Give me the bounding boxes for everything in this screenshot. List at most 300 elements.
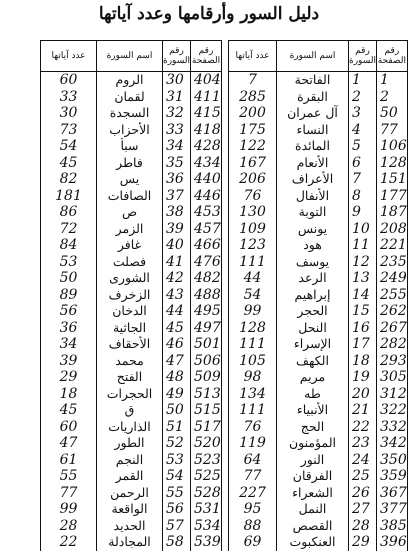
page-number-cell: 377 bbox=[377, 501, 408, 518]
ayat-cell: 45 bbox=[41, 402, 97, 419]
surah-name-cell: الحجر bbox=[277, 303, 349, 320]
ayat-cell: 227 bbox=[229, 485, 277, 502]
page-number-cell: 428 bbox=[191, 138, 222, 155]
surah-number-cell: 56 bbox=[163, 501, 191, 518]
surah-name-cell: الأعراف bbox=[277, 171, 349, 188]
table-header bbox=[41, 41, 222, 72]
table-row bbox=[229, 320, 408, 337]
surah-number-cell: 8 bbox=[349, 188, 377, 205]
ayat-cell: 95 bbox=[229, 501, 277, 518]
surah-number-cell: 28 bbox=[349, 518, 377, 535]
surah-name-cell: الواقعة bbox=[97, 501, 163, 518]
surah-name-cell: الحديد bbox=[97, 518, 163, 535]
surah-number-cell: 51 bbox=[163, 419, 191, 436]
page-number-cell: 506 bbox=[191, 353, 222, 370]
header-surah-name: اسم السورة bbox=[277, 41, 349, 72]
header-ayat: عدد آياتها bbox=[229, 41, 277, 72]
page-number-cell: 539 bbox=[191, 534, 222, 551]
surah-number-cell: 49 bbox=[163, 386, 191, 403]
table-row bbox=[229, 386, 408, 403]
header-page-number: رقم الصفحة bbox=[377, 41, 408, 72]
table-row bbox=[41, 89, 222, 106]
page-number-cell: 2 bbox=[377, 89, 408, 106]
table-row bbox=[229, 369, 408, 386]
surah-number-cell: 54 bbox=[163, 468, 191, 485]
surah-number-cell: 24 bbox=[349, 452, 377, 469]
surah-name-cell: غافر bbox=[97, 237, 163, 254]
surah-number-cell: 53 bbox=[163, 452, 191, 469]
table-header bbox=[229, 41, 408, 72]
surah-number-cell: 26 bbox=[349, 485, 377, 502]
page-number-cell: 128 bbox=[377, 155, 408, 172]
surah-name-cell: فاطر bbox=[97, 155, 163, 172]
ayat-cell: 28 bbox=[41, 518, 97, 535]
ayat-cell: 200 bbox=[229, 105, 277, 122]
surah-name-cell: القصص bbox=[277, 518, 349, 535]
surah-number-cell: 45 bbox=[163, 320, 191, 337]
surah-name-cell: الأحزاب bbox=[97, 122, 163, 139]
surah-name-cell: النجم bbox=[97, 452, 163, 469]
surah-number-cell: 41 bbox=[163, 254, 191, 271]
header-ayat: عدد آياتها bbox=[41, 41, 97, 72]
surah-name-cell: النمل bbox=[277, 501, 349, 518]
surah-number-cell: 50 bbox=[163, 402, 191, 419]
ayat-cell: 30 bbox=[41, 105, 97, 122]
surah-number-cell: 34 bbox=[163, 138, 191, 155]
ayat-cell: 119 bbox=[229, 435, 277, 452]
surah-number-cell: 36 bbox=[163, 171, 191, 188]
page-number-cell: 77 bbox=[377, 122, 408, 139]
table-row bbox=[229, 89, 408, 106]
ayat-cell: 175 bbox=[229, 122, 277, 139]
page-number-cell: 322 bbox=[377, 402, 408, 419]
surah-number-cell: 35 bbox=[163, 155, 191, 172]
ayat-cell: 84 bbox=[41, 237, 97, 254]
surah-number-cell: 7 bbox=[349, 171, 377, 188]
surah-number-cell: 4 bbox=[349, 122, 377, 139]
surah-number-cell: 57 bbox=[163, 518, 191, 535]
surah-name-cell: المؤمنون bbox=[277, 435, 349, 452]
page-number-cell: 255 bbox=[377, 287, 408, 304]
page-number-cell: 520 bbox=[191, 435, 222, 452]
page-number-cell: 50 bbox=[377, 105, 408, 122]
surah-number-cell: 55 bbox=[163, 485, 191, 502]
table-row bbox=[41, 254, 222, 271]
surah-number-cell: 18 bbox=[349, 353, 377, 370]
ayat-cell: 56 bbox=[41, 303, 97, 320]
surah-name-cell: يس bbox=[97, 171, 163, 188]
surah-number-cell: 20 bbox=[349, 386, 377, 403]
table-row bbox=[41, 518, 222, 535]
table-body bbox=[41, 72, 222, 551]
page-number-cell: 221 bbox=[377, 237, 408, 254]
surah-number-cell: 43 bbox=[163, 287, 191, 304]
table-row bbox=[41, 155, 222, 172]
surah-name-cell: السجدة bbox=[97, 105, 163, 122]
surah-name-cell: الرحمن bbox=[97, 485, 163, 502]
table-row bbox=[41, 353, 222, 370]
ayat-cell: 39 bbox=[41, 353, 97, 370]
surah-name-cell: الأنعام bbox=[277, 155, 349, 172]
surah-name-cell: طه bbox=[277, 386, 349, 403]
surah-table-left bbox=[40, 40, 222, 551]
ayat-cell: 181 bbox=[41, 188, 97, 205]
surah-number-cell: 37 bbox=[163, 188, 191, 205]
page-number-cell: 528 bbox=[191, 485, 222, 502]
page-number-cell: 411 bbox=[191, 89, 222, 106]
table-row bbox=[41, 287, 222, 304]
page-number-cell: 359 bbox=[377, 468, 408, 485]
surah-number-cell: 2 bbox=[349, 89, 377, 106]
surah-number-cell: 52 bbox=[163, 435, 191, 452]
page-number-cell: 513 bbox=[191, 386, 222, 403]
surah-number-cell: 17 bbox=[349, 336, 377, 353]
ayat-cell: 54 bbox=[229, 287, 277, 304]
surah-name-cell: ص bbox=[97, 204, 163, 221]
surah-number-cell: 19 bbox=[349, 369, 377, 386]
table-row bbox=[229, 138, 408, 155]
surah-name-cell: الأحقاف bbox=[97, 336, 163, 353]
page-number-cell: 305 bbox=[377, 369, 408, 386]
surah-name-cell: فصلت bbox=[97, 254, 163, 271]
ayat-cell: 167 bbox=[229, 155, 277, 172]
page-number-cell: 367 bbox=[377, 485, 408, 502]
ayat-cell: 77 bbox=[229, 468, 277, 485]
ayat-cell: 33 bbox=[41, 89, 97, 106]
surah-number-cell: 11 bbox=[349, 237, 377, 254]
table-row bbox=[229, 534, 408, 551]
surah-name-cell: العنكبوت bbox=[277, 534, 349, 551]
ayat-cell: 64 bbox=[229, 452, 277, 469]
page-number-cell: 332 bbox=[377, 419, 408, 436]
page-number-cell: 523 bbox=[191, 452, 222, 469]
page-number-cell: 249 bbox=[377, 270, 408, 287]
page-number-cell: 235 bbox=[377, 254, 408, 271]
table-row bbox=[41, 303, 222, 320]
ayat-cell: 105 bbox=[229, 353, 277, 370]
ayat-cell: 206 bbox=[229, 171, 277, 188]
ayat-cell: 47 bbox=[41, 435, 97, 452]
page-title: دليل السور وأرقامها وعدد آياتها bbox=[98, 4, 320, 24]
surah-number-cell: 23 bbox=[349, 435, 377, 452]
page-number-cell: 531 bbox=[191, 501, 222, 518]
table-row bbox=[229, 254, 408, 271]
surah-number-cell: 21 bbox=[349, 402, 377, 419]
surah-name-cell: الشعراء bbox=[277, 485, 349, 502]
table-row bbox=[229, 72, 408, 89]
surah-name-cell: الروم bbox=[97, 72, 163, 89]
surah-name-cell: النحل bbox=[277, 320, 349, 337]
ayat-cell: 111 bbox=[229, 336, 277, 353]
surah-name-cell: محمد bbox=[97, 353, 163, 370]
table-row bbox=[229, 270, 408, 287]
surah-name-cell: الأنفال bbox=[277, 188, 349, 205]
table-row bbox=[41, 204, 222, 221]
table-row bbox=[41, 221, 222, 238]
ayat-cell: 69 bbox=[229, 534, 277, 551]
ayat-cell: 77 bbox=[41, 485, 97, 502]
surah-name-cell: لقمان bbox=[97, 89, 163, 106]
ayat-cell: 54 bbox=[41, 138, 97, 155]
surah-name-cell: الحجرات bbox=[97, 386, 163, 403]
surah-number-cell: 40 bbox=[163, 237, 191, 254]
table-row bbox=[41, 468, 222, 485]
ayat-cell: 76 bbox=[229, 419, 277, 436]
ayat-cell: 111 bbox=[229, 254, 277, 271]
surah-number-cell: 25 bbox=[349, 468, 377, 485]
table-row bbox=[41, 122, 222, 139]
ayat-cell: 285 bbox=[229, 89, 277, 106]
surah-name-cell: الفاتحة bbox=[277, 72, 349, 89]
ayat-cell: 34 bbox=[41, 336, 97, 353]
table-row bbox=[229, 468, 408, 485]
table-row bbox=[229, 171, 408, 188]
surah-name-cell: الزمر bbox=[97, 221, 163, 238]
page-number-cell: 488 bbox=[191, 287, 222, 304]
page-number-cell: 418 bbox=[191, 122, 222, 139]
table-row bbox=[41, 452, 222, 469]
table-row bbox=[41, 369, 222, 386]
ayat-cell: 60 bbox=[41, 419, 97, 436]
ayat-cell: 60 bbox=[41, 72, 97, 89]
page-number-cell: 482 bbox=[191, 270, 222, 287]
table-row bbox=[229, 303, 408, 320]
surah-number-cell: 13 bbox=[349, 270, 377, 287]
table-row bbox=[41, 419, 222, 436]
page-number-cell: 453 bbox=[191, 204, 222, 221]
table-row bbox=[229, 419, 408, 436]
page-number-cell: 501 bbox=[191, 336, 222, 353]
table-row bbox=[41, 435, 222, 452]
table-row bbox=[41, 72, 222, 89]
surah-name-cell: إبراهيم bbox=[277, 287, 349, 304]
surah-name-cell: المائدة bbox=[277, 138, 349, 155]
table-row bbox=[229, 105, 408, 122]
header-surah-name: اسم السورة bbox=[97, 41, 163, 72]
table-row bbox=[41, 485, 222, 502]
page-number-cell: 106 bbox=[377, 138, 408, 155]
ayat-cell: 134 bbox=[229, 386, 277, 403]
page-number-cell: 457 bbox=[191, 221, 222, 238]
surah-number-cell: 22 bbox=[349, 419, 377, 436]
surah-name-cell: يوسف bbox=[277, 254, 349, 271]
page-number-cell: 208 bbox=[377, 221, 408, 238]
page-number-cell: 476 bbox=[191, 254, 222, 271]
table-row bbox=[229, 188, 408, 205]
table-row bbox=[229, 353, 408, 370]
table-row bbox=[41, 336, 222, 353]
page-number-cell: 187 bbox=[377, 204, 408, 221]
table-row bbox=[229, 336, 408, 353]
ayat-cell: 7 bbox=[229, 72, 277, 89]
ayat-cell: 82 bbox=[41, 171, 97, 188]
ayat-cell: 18 bbox=[41, 386, 97, 403]
surah-number-cell: 29 bbox=[349, 534, 377, 551]
page-number-cell: 415 bbox=[191, 105, 222, 122]
surah-name-cell: يونس bbox=[277, 221, 349, 238]
page-number-cell: 497 bbox=[191, 320, 222, 337]
ayat-cell: 128 bbox=[229, 320, 277, 337]
table-row bbox=[229, 485, 408, 502]
table-row bbox=[229, 155, 408, 172]
ayat-cell: 86 bbox=[41, 204, 97, 221]
ayat-cell: 45 bbox=[41, 155, 97, 172]
ayat-cell: 36 bbox=[41, 320, 97, 337]
surah-name-cell: الجاثية bbox=[97, 320, 163, 337]
surah-name-cell: النساء bbox=[277, 122, 349, 139]
surah-number-cell: 9 bbox=[349, 204, 377, 221]
page-number-cell: 495 bbox=[191, 303, 222, 320]
surah-name-cell: آل عمران bbox=[277, 105, 349, 122]
surah-name-cell: الزخرف bbox=[97, 287, 163, 304]
table-row bbox=[41, 320, 222, 337]
surah-number-cell: 15 bbox=[349, 303, 377, 320]
surah-number-cell: 47 bbox=[163, 353, 191, 370]
ayat-cell: 50 bbox=[41, 270, 97, 287]
ayat-cell: 29 bbox=[41, 369, 97, 386]
ayat-cell: 22 bbox=[41, 534, 97, 551]
surah-name-cell: هود bbox=[277, 237, 349, 254]
ayat-cell: 98 bbox=[229, 369, 277, 386]
surah-name-cell: البقرة bbox=[277, 89, 349, 106]
page-number-cell: 396 bbox=[377, 534, 408, 551]
surah-number-cell: 5 bbox=[349, 138, 377, 155]
table-row bbox=[229, 221, 408, 238]
surah-name-cell: الأنبياء bbox=[277, 402, 349, 419]
table-row bbox=[229, 237, 408, 254]
table-row bbox=[229, 287, 408, 304]
surah-number-cell: 30 bbox=[163, 72, 191, 89]
surah-name-cell: الإسراء bbox=[277, 336, 349, 353]
surah-name-cell: الفرقان bbox=[277, 468, 349, 485]
surah-name-cell: الذاريات bbox=[97, 419, 163, 436]
ayat-cell: 123 bbox=[229, 237, 277, 254]
surah-number-cell: 48 bbox=[163, 369, 191, 386]
page-number-cell: 282 bbox=[377, 336, 408, 353]
header-surah-number: رقم السورة bbox=[163, 41, 191, 72]
page-number-cell: 151 bbox=[377, 171, 408, 188]
table-row bbox=[41, 534, 222, 551]
page-number-cell: 1 bbox=[377, 72, 408, 89]
surah-number-cell: 32 bbox=[163, 105, 191, 122]
ayat-cell: 111 bbox=[229, 402, 277, 419]
table-row bbox=[41, 270, 222, 287]
surah-number-cell: 31 bbox=[163, 89, 191, 106]
surah-name-cell: التوبة bbox=[277, 204, 349, 221]
surah-number-cell: 16 bbox=[349, 320, 377, 337]
page-number-cell: 534 bbox=[191, 518, 222, 535]
table-row bbox=[229, 452, 408, 469]
surah-number-cell: 44 bbox=[163, 303, 191, 320]
table-row bbox=[229, 501, 408, 518]
ayat-cell: 130 bbox=[229, 204, 277, 221]
surah-name-cell: ق bbox=[97, 402, 163, 419]
table-row bbox=[41, 386, 222, 403]
header-page-number: رقم الصفحة bbox=[191, 41, 222, 72]
table-row bbox=[41, 188, 222, 205]
surah-number-cell: 27 bbox=[349, 501, 377, 518]
ayat-cell: 109 bbox=[229, 221, 277, 238]
table-row bbox=[229, 122, 408, 139]
page-number-cell: 385 bbox=[377, 518, 408, 535]
table-row bbox=[229, 518, 408, 535]
surah-number-cell: 3 bbox=[349, 105, 377, 122]
surah-name-cell: الطور bbox=[97, 435, 163, 452]
surah-number-cell: 46 bbox=[163, 336, 191, 353]
surah-number-cell: 1 bbox=[349, 72, 377, 89]
surah-number-cell: 14 bbox=[349, 287, 377, 304]
surah-name-cell: مريم bbox=[277, 369, 349, 386]
surah-number-cell: 38 bbox=[163, 204, 191, 221]
page-number-cell: 466 bbox=[191, 237, 222, 254]
ayat-cell: 44 bbox=[229, 270, 277, 287]
page-number-cell: 342 bbox=[377, 435, 408, 452]
table-row bbox=[41, 237, 222, 254]
page-number-cell: 525 bbox=[191, 468, 222, 485]
ayat-cell: 73 bbox=[41, 122, 97, 139]
page-number-cell: 262 bbox=[377, 303, 408, 320]
surah-name-cell: النور bbox=[277, 452, 349, 469]
page-number-cell: 404 bbox=[191, 72, 222, 89]
table-body bbox=[229, 72, 408, 551]
surah-name-cell: الشورى bbox=[97, 270, 163, 287]
surah-name-cell: الحج bbox=[277, 419, 349, 436]
surah-name-cell: الفتح bbox=[97, 369, 163, 386]
page-number-cell: 350 bbox=[377, 452, 408, 469]
surah-name-cell: الكهف bbox=[277, 353, 349, 370]
surah-name-cell: الصافات bbox=[97, 188, 163, 205]
ayat-cell: 99 bbox=[229, 303, 277, 320]
surah-number-cell: 39 bbox=[163, 221, 191, 238]
page-number-cell: 440 bbox=[191, 171, 222, 188]
surah-number-cell: 42 bbox=[163, 270, 191, 287]
ayat-cell: 53 bbox=[41, 254, 97, 271]
surah-number-cell: 58 bbox=[163, 534, 191, 551]
surah-name-cell: الدخان bbox=[97, 303, 163, 320]
ayat-cell: 122 bbox=[229, 138, 277, 155]
page-number-cell: 293 bbox=[377, 353, 408, 370]
page-number-cell: 446 bbox=[191, 188, 222, 205]
table-row bbox=[41, 138, 222, 155]
surah-number-cell: 12 bbox=[349, 254, 377, 271]
page-number-cell: 434 bbox=[191, 155, 222, 172]
ayat-cell: 76 bbox=[229, 188, 277, 205]
ayat-cell: 89 bbox=[41, 287, 97, 304]
surah-number-cell: 33 bbox=[163, 122, 191, 139]
page-number-cell: 517 bbox=[191, 419, 222, 436]
ayat-cell: 88 bbox=[229, 518, 277, 535]
table-row bbox=[41, 105, 222, 122]
table-row bbox=[41, 402, 222, 419]
surah-name-cell: سبأ bbox=[97, 138, 163, 155]
header-surah-number: رقم السورة bbox=[349, 41, 377, 72]
ayat-cell: 61 bbox=[41, 452, 97, 469]
surah-name-cell: الرعد bbox=[277, 270, 349, 287]
page-number-cell: 267 bbox=[377, 320, 408, 337]
page-number-cell: 509 bbox=[191, 369, 222, 386]
ayat-cell: 55 bbox=[41, 468, 97, 485]
ayat-cell: 72 bbox=[41, 221, 97, 238]
ayat-cell: 99 bbox=[41, 501, 97, 518]
surah-number-cell: 10 bbox=[349, 221, 377, 238]
table-row bbox=[41, 501, 222, 518]
surah-table-right bbox=[228, 40, 408, 551]
page-number-cell: 515 bbox=[191, 402, 222, 419]
page-number-cell: 312 bbox=[377, 386, 408, 403]
surah-number-cell: 6 bbox=[349, 155, 377, 172]
table-row bbox=[41, 171, 222, 188]
table-row bbox=[229, 402, 408, 419]
